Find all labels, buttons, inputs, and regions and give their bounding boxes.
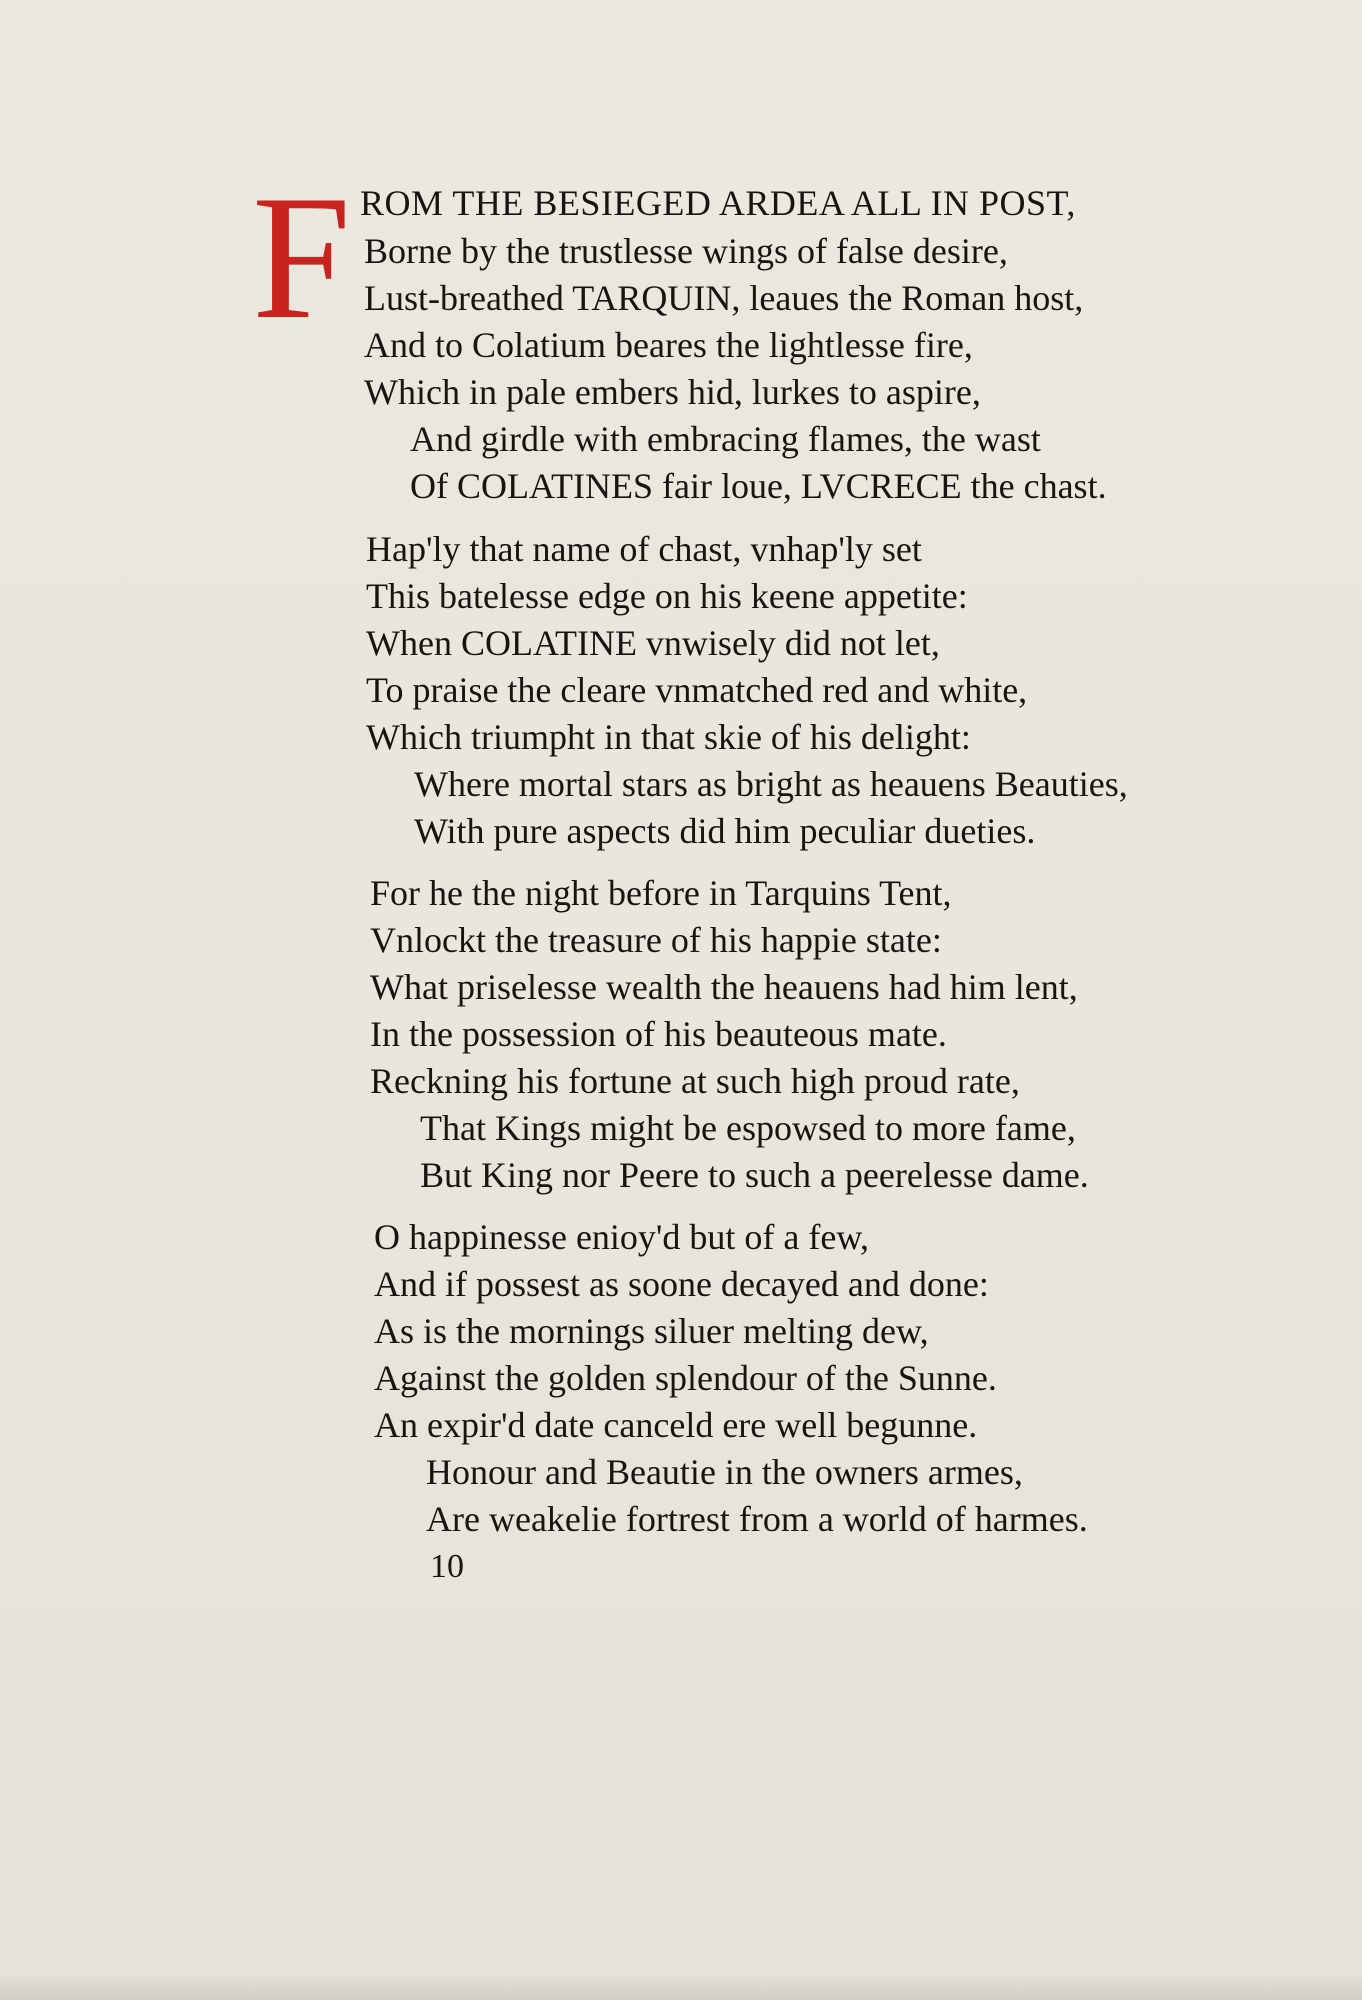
verse-line: Hap'ly that name of chast, vnhap'ly set: [366, 529, 922, 569]
verse-line: ROM THE BESIEGED ARDEA ALL IN POST,: [360, 183, 1076, 223]
verse-line: And to Colatium beares the lightlesse fire,: [364, 325, 973, 365]
verse-line: Are weakelie fortrest from a world of harmes.: [426, 1499, 1088, 1539]
verse-line: When COLATINE vnwisely did not let,: [366, 623, 940, 663]
verse-line: Which in pale embers hid, lurkes to aspire,: [364, 372, 981, 412]
verse-line: To praise the cleare vnmatched red and white,: [366, 670, 1028, 710]
verse-line: O happinesse enioy'd but of a few,: [374, 1217, 870, 1257]
verse-line: Where mortal stars as bright as heauens Beauties,: [414, 764, 1128, 804]
verse-line: And if possest as soone decayed and done:: [374, 1264, 989, 1304]
verse-line: For he the night before in Tarquins Tent,: [370, 873, 952, 913]
verse-line: Lust-breathed TARQUIN, leaues the Roman host,: [364, 278, 1084, 318]
verse-line: Borne by the trustlesse wings of false desire,: [364, 231, 1008, 271]
verse-line: Honour and Beautie in the owners armes,: [426, 1452, 1023, 1492]
verse-line: But King nor Peere to such a peerelesse dame.: [420, 1155, 1089, 1195]
verse-line: As is the mornings siluer melting dew,: [374, 1311, 929, 1351]
verse-line: With pure aspects did him peculiar dueties.: [414, 811, 1036, 851]
verse-line: That Kings might be espowsed to more fame,: [420, 1108, 1076, 1148]
verse-line: An expir'd date canceld ere well begunne.: [374, 1405, 978, 1445]
verse-line: Against the golden splendour of the Sunne.: [374, 1358, 997, 1398]
page-number: 10: [430, 1548, 464, 1585]
verse-line: Reckning his fortune at such high proud rate,: [370, 1061, 1020, 1101]
drop-cap: F: [252, 158, 351, 356]
verse-line: And girdle with embracing flames, the wast: [410, 419, 1041, 459]
verse-line: Vnlockt the treasure of his happie state:: [370, 920, 942, 960]
verse-line: In the possession of his beauteous mate.: [370, 1014, 947, 1054]
verse-line: This batelesse edge on his keene appetite:: [366, 576, 968, 616]
verse-line: What priselesse wealth the heauens had him lent,: [370, 967, 1078, 1007]
verse-line: Which triumpht in that skie of his delight:: [366, 717, 971, 757]
verse-line: Of COLATINES fair loue, LVCRECE the chast.: [410, 466, 1107, 506]
